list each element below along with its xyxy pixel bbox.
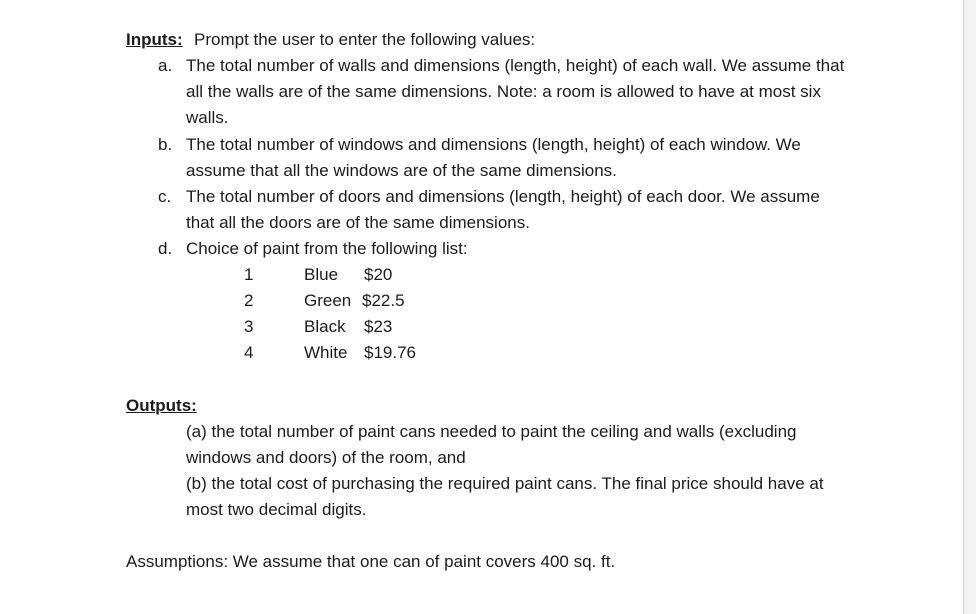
page-edge-divider bbox=[963, 0, 976, 614]
item-a-line-3: walls. bbox=[186, 108, 229, 127]
paint-option-row bbox=[0, 288, 960, 314]
outputs-line-2: windows and doors) of the room, and bbox=[186, 448, 466, 467]
paint-price: $19.76 bbox=[364, 343, 416, 362]
paint-number: 2 bbox=[244, 291, 254, 310]
paint-name: Black bbox=[304, 317, 346, 336]
item-marker-c: c. bbox=[158, 187, 172, 206]
paint-name: White bbox=[304, 343, 348, 362]
outputs-line-4: most two decimal digits. bbox=[186, 500, 367, 519]
paint-price: $20 bbox=[364, 265, 393, 284]
paint-number: 4 bbox=[244, 343, 254, 362]
outputs-line-3: (b) the total cost of purchasing the required paint cans. The final price should have at bbox=[186, 474, 824, 493]
item-c-line-2: that all the doors are of the same dimensions. bbox=[186, 213, 530, 232]
paint-option-row bbox=[0, 262, 960, 288]
outputs-heading: Outputs: bbox=[126, 396, 197, 415]
item-marker-d: d. bbox=[158, 239, 173, 258]
item-d-line-1: Choice of paint from the following list: bbox=[186, 239, 468, 258]
outputs-line-1: (a) the total number of paint cans needed to paint the ceiling and walls (excluding bbox=[186, 422, 797, 441]
paint-option-row bbox=[0, 314, 960, 340]
paint-price: $23 bbox=[364, 317, 393, 336]
inputs-intro: Prompt the user to enter the following values: bbox=[194, 30, 536, 49]
paint-option-row bbox=[0, 340, 960, 366]
item-a-line-1: The total number of walls and dimensions (length, height) of each wall. We assume that bbox=[186, 56, 845, 75]
paint-price: $22.5 bbox=[362, 291, 405, 310]
paint-number: 1 bbox=[244, 265, 254, 284]
item-a-line-2: all the walls are of the same dimensions. Note: a room is allowed to have at most six bbox=[186, 82, 821, 101]
paint-number: 3 bbox=[244, 317, 254, 336]
assumptions-text: Assumptions: We assume that one can of paint covers 400 sq. ft. bbox=[126, 552, 616, 571]
inputs-heading: Inputs: bbox=[126, 30, 183, 49]
item-c-line-1: The total number of doors and dimensions (length, height) of each door. We assume bbox=[186, 187, 820, 206]
item-marker-b: b. bbox=[158, 135, 173, 154]
paint-name: Blue bbox=[304, 265, 339, 284]
item-marker-a: a. bbox=[158, 56, 173, 75]
item-b-line-2: assume that all the windows are of the same dimensions. bbox=[186, 161, 617, 180]
paint-name: Green bbox=[304, 291, 352, 310]
item-b-line-1: The total number of windows and dimensions (length, height) of each window. We bbox=[186, 135, 801, 154]
